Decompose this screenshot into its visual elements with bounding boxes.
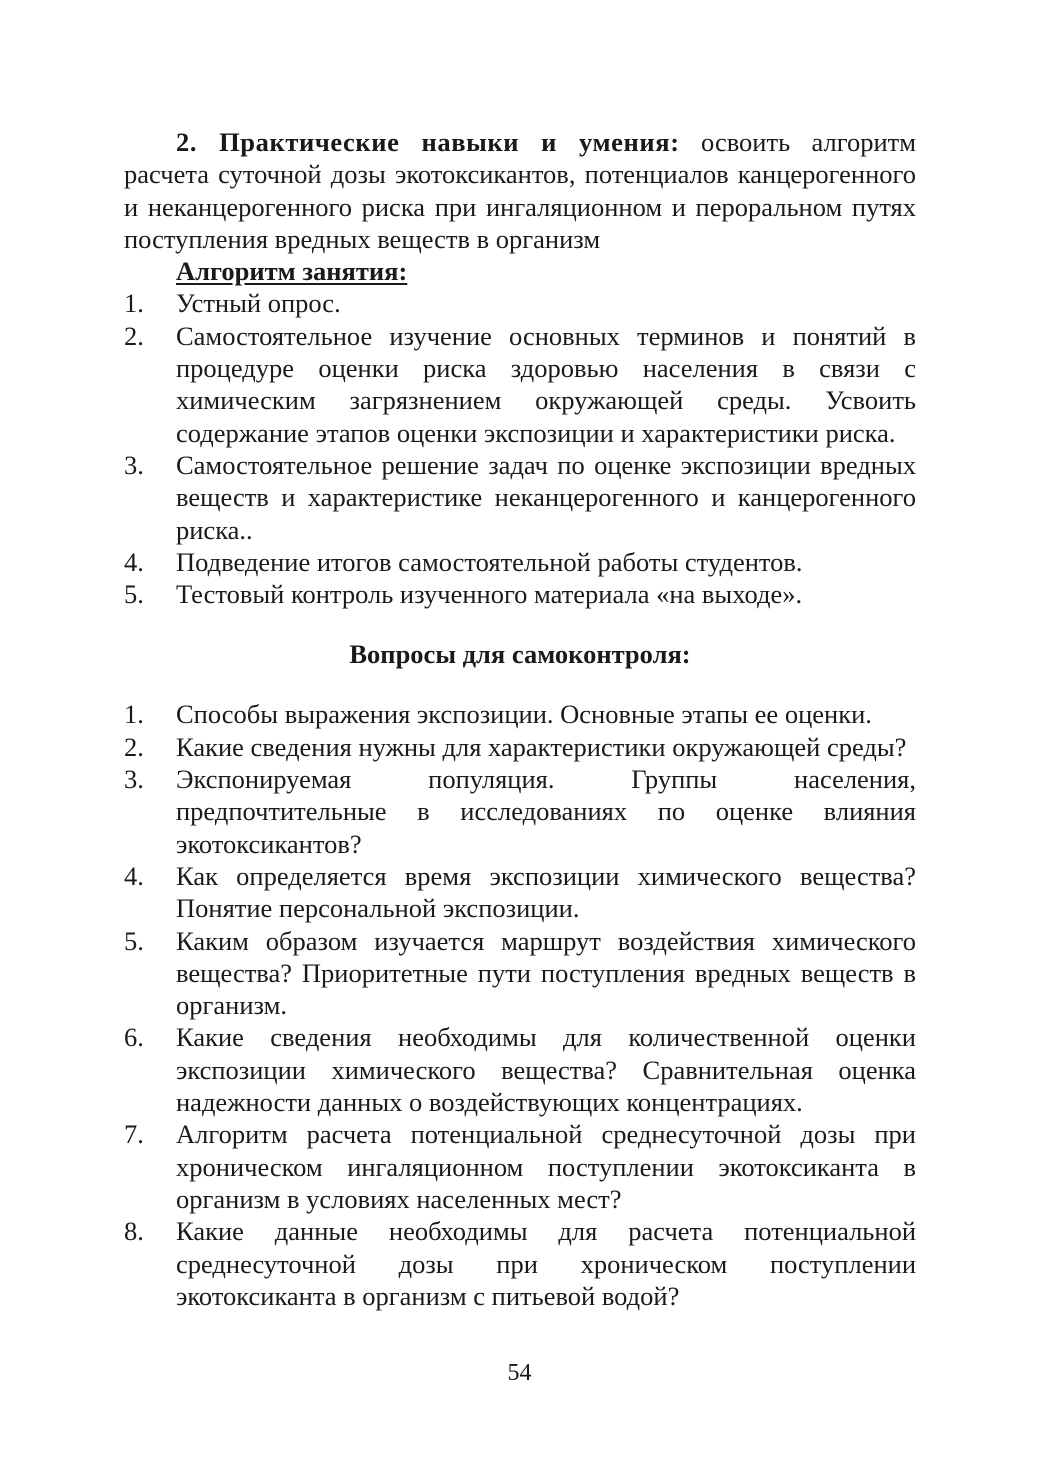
item-number: 6. — [124, 1022, 144, 1053]
list-item — [124, 763, 916, 860]
list-item — [124, 1215, 916, 1312]
item-number: 7. — [124, 1119, 144, 1150]
item-text: Какие сведения необходимы для количественной оценки экспозиции химического вещества? Сравнительная оценка надежности данных о воздействующих концентрациях. — [176, 1022, 916, 1118]
list-item — [124, 925, 916, 1022]
item-text: Как определяется время экспозиции химического вещества? Понятие персональной экспозиции. — [176, 860, 916, 924]
item-text: Каким образом изучается маршрут воздействия химического вещества? Приоритетные пути поступления вредных веществ в организм. — [176, 925, 916, 1021]
item-number: 4. — [124, 860, 144, 891]
list-item — [124, 860, 916, 925]
algorithm-list — [124, 287, 916, 610]
item-text: Алгоритм расчета потенциальной среднесуточной дозы при хроническом ингаляционном поступлении экотоксиканта в организм в условиях населенных мест? — [176, 1119, 916, 1214]
item-number: 3. — [124, 764, 144, 795]
page-number: 54 — [507, 1360, 532, 1386]
item-number: 3. — [124, 449, 144, 480]
item-number: 4. — [124, 546, 144, 577]
item-number: 1. — [124, 288, 144, 319]
item-text: Подведение итогов самостоятельной работы студентов. — [176, 546, 803, 577]
list-item — [124, 287, 916, 319]
list-item — [124, 1118, 916, 1215]
list-item — [124, 449, 916, 546]
item-number: 5. — [124, 579, 144, 610]
item-text: Самостоятельное изучение основных терминов и понятий в процедуре оценки риска здоровью населения в связи с химическим загрязнением окружающей среды. Усвоить содержание этапов оценки экспозиции и характеристики риска. — [176, 320, 916, 448]
intro-paragraph — [124, 126, 916, 255]
questions-list — [124, 698, 916, 1312]
item-text: Какие данные необходимы для расчета потенциальной среднесуточной дозы при хроническом поступлении экотоксиканта в организм с питьевой водой? — [176, 1216, 916, 1311]
item-number: 2. — [124, 320, 144, 351]
list-item — [124, 1021, 916, 1118]
item-number: 8. — [124, 1216, 144, 1247]
list-item — [124, 578, 916, 610]
item-text: Устный опрос. — [176, 288, 341, 319]
item-number: 1. — [124, 699, 144, 730]
list-item — [124, 320, 916, 449]
item-number: 2. — [124, 731, 144, 762]
item-text: Способы выражения экспозиции. Основные этапы ее оценки. — [176, 699, 872, 730]
algorithm-heading: Алгоритм занятия: — [176, 256, 408, 287]
list-item — [124, 698, 916, 730]
item-text: Самостоятельное решение задач по оценке экспозиции вредных веществ и характеристике неканцерогенного и канцерогенного риска.. — [176, 449, 916, 545]
item-number: 5. — [124, 925, 144, 956]
intro-bold-lead: 2. Практические навыки и умения: — [176, 127, 680, 157]
list-item — [124, 546, 916, 578]
item-text: Тестовый контроль изученного материала «на выходе». — [176, 579, 803, 610]
list-item — [124, 731, 916, 763]
intro-text: освоить алгоритм расчета суточной дозы экотоксикантов, потенциалов канцерогенного и неканцерогенного риска при ингаляционном и пероральном путях поступления вредных веществ в организм — [124, 127, 917, 254]
page-body — [124, 126, 916, 1312]
questions-heading: Вопросы для самоконтроля: — [349, 639, 691, 670]
item-text: Экспонируемая популяция. Группы населения, предпочтительные в исследованиях по оценке влияния экотоксикантов? — [176, 764, 916, 859]
item-text: Какие сведения нужны для характеристики окружающей среды? — [176, 731, 907, 762]
